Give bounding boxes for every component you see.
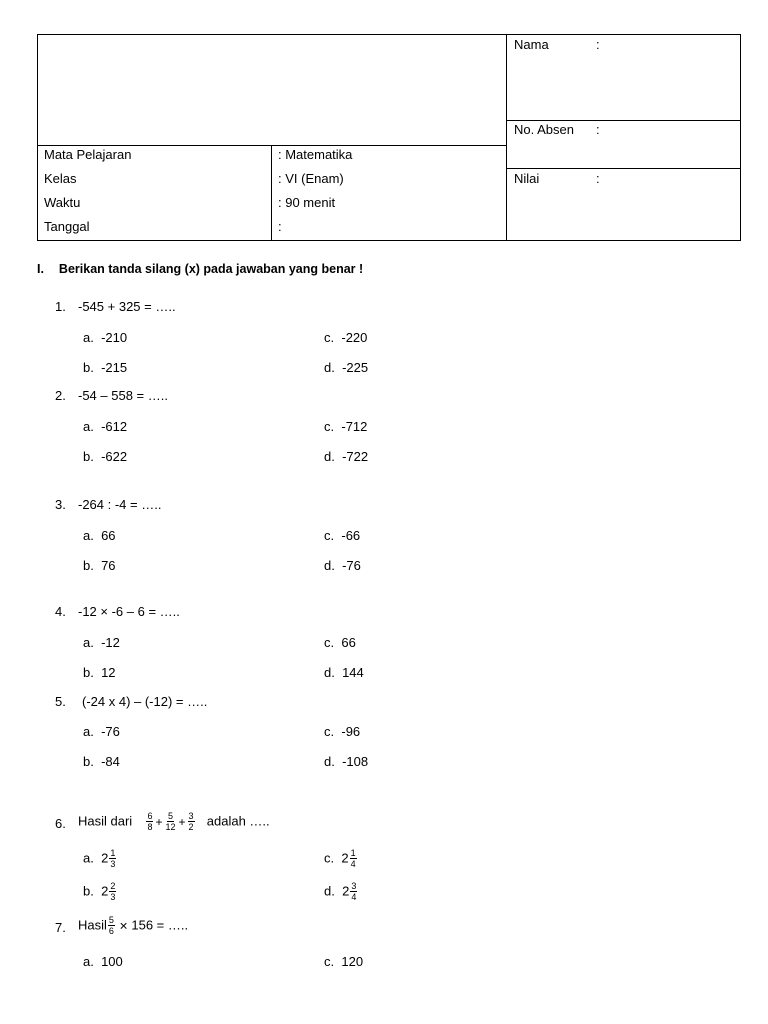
- name-colon: :: [596, 37, 600, 52]
- left-table-top-line: [37, 145, 506, 146]
- question-text: (-24 x 4) – (-12) = …..: [82, 694, 208, 709]
- option-b[interactable]: b. -84: [83, 754, 120, 769]
- option-c[interactable]: c. -220: [324, 330, 368, 345]
- fraction-2: $\frac{5}{12}$: [165, 811, 176, 832]
- option-a[interactable]: a. 2 $\frac{1}{3}$: [83, 848, 116, 869]
- option-c[interactable]: c. 120: [324, 954, 364, 969]
- option-b[interactable]: b. 12: [83, 665, 116, 680]
- option-c[interactable]: c. 2 $\frac{1}{4}$: [324, 848, 356, 869]
- option-b[interactable]: b. -215: [83, 360, 128, 375]
- subject-label: Mata Pelajaran: [44, 147, 132, 162]
- option-b[interactable]: b. -622: [83, 449, 128, 464]
- option-a[interactable]: a. -76: [83, 724, 120, 739]
- option-d[interactable]: d. -225: [324, 360, 369, 375]
- question-number: 5.: [55, 694, 66, 709]
- question-suffix: adalah …..: [206, 813, 270, 829]
- question-number: 6.: [55, 816, 66, 831]
- option-b[interactable]: b. 2 $\frac{2}{3}$: [83, 881, 116, 902]
- times-sign: ×: [119, 917, 128, 934]
- right-box-line-1: [506, 120, 741, 121]
- fraction-1: $\frac{5}{6}$: [108, 915, 114, 936]
- class-label: Kelas: [44, 171, 77, 186]
- question-text: Hasil dari $\frac{6}{8}$ + $\frac{5}{12}$ + $\frac{3}{2}$ adalah …..: [78, 811, 270, 832]
- fraction-3: $\frac{3}{2}$: [188, 811, 194, 832]
- question-6: [0, 811, 768, 837]
- score-label: Nilai: [514, 171, 540, 186]
- name-label: Nama: [514, 37, 549, 52]
- left-table-column-divider: [271, 145, 272, 241]
- question-text: -54 – 558 = …..: [78, 388, 168, 403]
- question-text: -12 × -6 – 6 = …..: [78, 604, 180, 619]
- question-number: 3.: [55, 497, 66, 512]
- option-a[interactable]: a. -612: [83, 419, 128, 434]
- option-d[interactable]: d. -722: [324, 449, 369, 464]
- question-prefix: Hasil: [78, 917, 107, 933]
- question-text: [78, 915, 188, 936]
- option-a[interactable]: a. 100: [83, 954, 123, 969]
- header-divider-vertical: [506, 34, 507, 241]
- fraction-1: $\frac{6}{8}$: [147, 811, 153, 832]
- question-prefix: Hasil dari: [78, 813, 133, 829]
- score-colon: :: [596, 171, 600, 186]
- absence-number-colon: :: [596, 122, 600, 137]
- time-value: : 90 menit: [278, 195, 336, 210]
- absence-number-label: No. Absen: [514, 122, 574, 137]
- right-box-line-2: [506, 168, 741, 169]
- question-text: -545 + 325 = …..: [78, 299, 176, 314]
- option-b[interactable]: b. 76: [83, 558, 116, 573]
- option-d[interactable]: d. -108: [324, 754, 369, 769]
- date-label: Tanggal: [44, 219, 90, 234]
- date-value: :: [278, 219, 282, 234]
- instruction-text: Berikan tanda silang (x) pada jawaban yang benar !: [58, 262, 364, 276]
- question-number: 2.: [55, 388, 66, 403]
- option-a[interactable]: a. -210: [83, 330, 128, 345]
- subject-value: : Matematika: [278, 147, 353, 162]
- option-d[interactable]: d. 144: [324, 665, 364, 680]
- question-number: 7.: [55, 920, 66, 935]
- section-numeral: I.: [37, 262, 44, 276]
- option-d[interactable]: d. -76: [324, 558, 361, 573]
- question-text: -264 : -4 = …..: [78, 497, 162, 512]
- header-box: [37, 34, 741, 241]
- question-suffix: 156 = …..: [131, 917, 189, 933]
- section-instruction: [37, 262, 363, 276]
- option-c[interactable]: c. -712: [324, 419, 368, 434]
- option-c[interactable]: c. -96: [324, 724, 361, 739]
- option-d[interactable]: d. 2 $\frac{3}{4}$: [324, 881, 357, 902]
- time-label: Waktu: [44, 195, 81, 210]
- question-number: 1.: [55, 299, 66, 314]
- option-a[interactable]: a. 66: [83, 528, 116, 543]
- option-a[interactable]: a. -12: [83, 635, 120, 650]
- class-value: : VI (Enam): [278, 171, 344, 186]
- question-number: 4.: [55, 604, 66, 619]
- option-c[interactable]: c. 66: [324, 635, 356, 650]
- question-7: [0, 915, 768, 941]
- option-c[interactable]: c. -66: [324, 528, 361, 543]
